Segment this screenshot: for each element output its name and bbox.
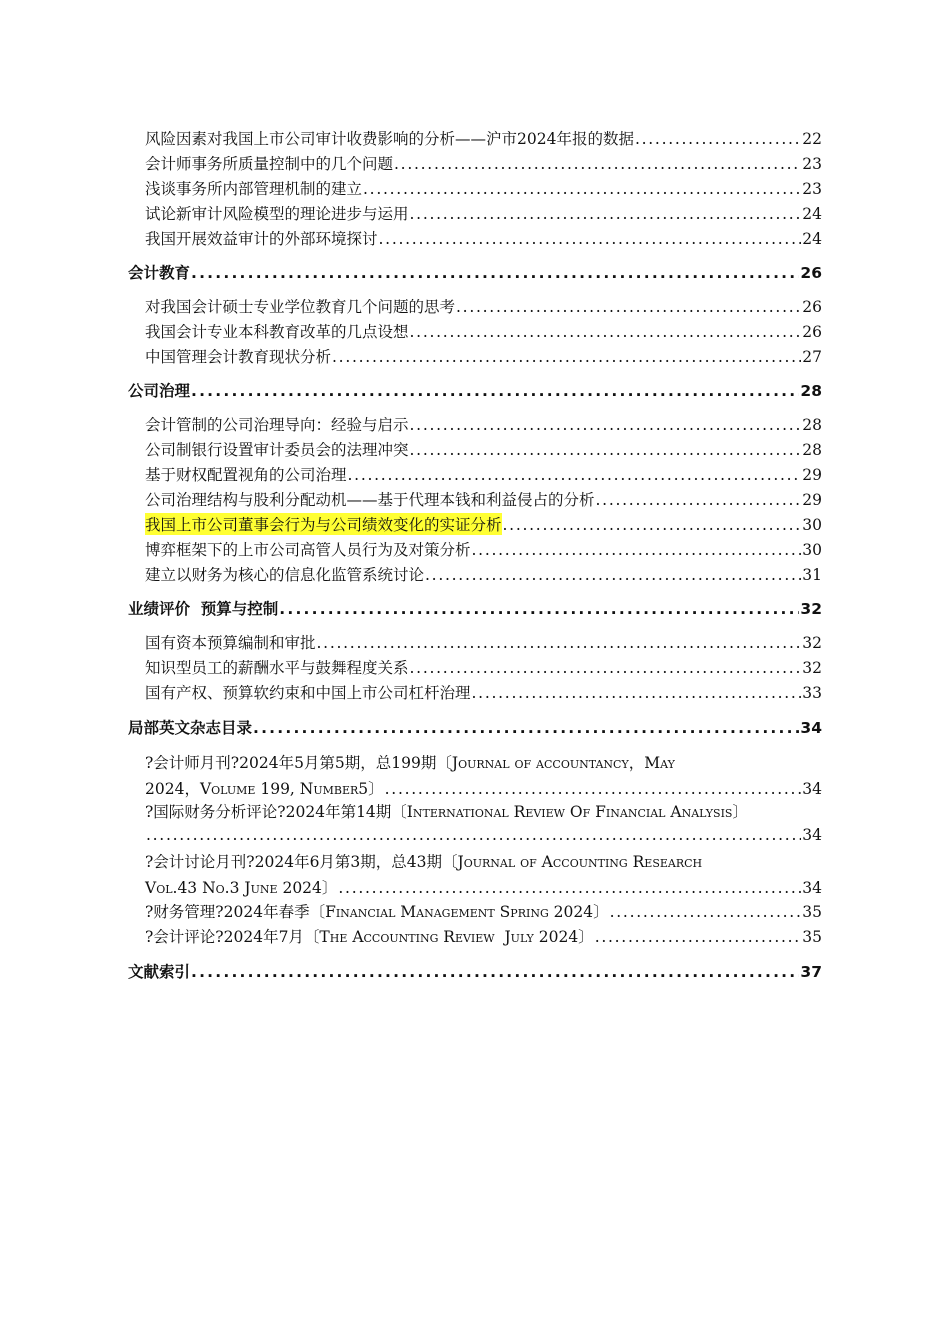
toc-entry[interactable] xyxy=(145,488,822,510)
toc-section-title: 公司治理 xyxy=(128,382,191,400)
toc-section-heading[interactable] xyxy=(128,597,822,619)
toc-entry[interactable] xyxy=(145,295,822,317)
dot-leader xyxy=(146,826,801,844)
toc-entry-title-line1: ?会计师月刊?2024年5月第5期，总199期〔Journal of accountancy，May xyxy=(145,754,675,772)
toc-section-page: 26 xyxy=(800,264,822,282)
dot-leader xyxy=(456,298,801,316)
dot-leader xyxy=(596,491,802,509)
toc-entry-page: 23 xyxy=(802,155,822,173)
toc-journal-entry[interactable] xyxy=(145,900,822,922)
toc-entry-title: 知识型员工的薪酬水平与鼓舞程度关系 xyxy=(145,659,409,677)
dot-leader xyxy=(348,466,802,484)
toc-entry-title-line2: Vol.43 No.3 June 2024〕 xyxy=(145,879,338,897)
toc-entry[interactable] xyxy=(145,320,822,342)
toc-entry[interactable] xyxy=(145,631,822,653)
toc-entry-title: 基于财权配置视角的公司治理 xyxy=(145,466,347,484)
toc-section-heading[interactable] xyxy=(128,261,822,283)
toc-entry[interactable] xyxy=(145,413,822,435)
dot-leader xyxy=(595,928,802,946)
dot-leader xyxy=(332,348,801,366)
dot-leader xyxy=(317,634,802,652)
toc-section-title: 业绩评价 预算与控制 xyxy=(128,600,279,618)
dot-leader xyxy=(410,205,802,223)
dot-leader xyxy=(338,879,801,897)
toc-entry[interactable] xyxy=(145,177,822,199)
dot-leader xyxy=(472,684,802,702)
toc-entry-title-line2: 2024，Volume 199, Number5〕 xyxy=(145,780,384,798)
toc-entry[interactable] xyxy=(145,563,822,585)
dot-leader xyxy=(191,382,799,400)
dot-leader xyxy=(410,441,802,459)
toc-entry-page: 33 xyxy=(802,684,822,702)
dot-leader xyxy=(610,903,802,921)
dot-leader xyxy=(635,130,801,148)
toc-entry-title: 国有资本预算编制和审批 xyxy=(145,634,316,652)
toc-entry-title: 公司制银行设置审计委员会的法理冲突 xyxy=(145,441,409,459)
toc-entry[interactable] xyxy=(145,152,822,174)
toc-entry-title: 我国开展效益审计的外部环境探讨 xyxy=(145,230,378,248)
toc-entry-page: 28 xyxy=(802,416,822,434)
toc-entry[interactable] xyxy=(145,463,822,485)
toc-entry-page: 34 xyxy=(802,826,822,844)
toc-entry[interactable] xyxy=(145,538,822,560)
toc-entry[interactable] xyxy=(145,681,822,703)
toc-entry-title: ?财务管理?2024年春季〔Financial Management Spring 2024〕 xyxy=(145,903,609,921)
toc-entry-page: 22 xyxy=(802,130,822,148)
toc-entry-title: 风险因素对我国上市公司审计收费影响的分析——沪市2024年报的数据 xyxy=(145,130,634,148)
dot-leader xyxy=(472,541,802,559)
dot-leader xyxy=(410,323,802,341)
toc-entry[interactable] xyxy=(145,202,822,224)
toc-entry-title: 我国会计专业本科教育改革的几点设想 xyxy=(145,323,409,341)
dot-leader xyxy=(394,155,801,173)
toc-section-page: 32 xyxy=(800,600,822,618)
toc-journal-entry[interactable] xyxy=(145,925,822,947)
dot-leader xyxy=(379,230,802,248)
toc-journal-entry[interactable] xyxy=(145,850,822,898)
toc-section-heading[interactable] xyxy=(128,960,822,982)
toc-entry-page: 24 xyxy=(802,230,822,248)
toc-section-page: 37 xyxy=(800,963,822,981)
toc-section-heading[interactable] xyxy=(128,716,822,738)
toc-entry-title: 会计师事务所质量控制中的几个问题 xyxy=(145,155,394,173)
toc-entry-title: 会计管制的公司治理导向：经验与启示 xyxy=(145,416,409,434)
dot-leader xyxy=(279,600,799,618)
toc-entry-page: 32 xyxy=(802,634,822,652)
toc-entry-title: ?会计评论?2024年7月〔The Accounting Review July 2024〕 xyxy=(145,928,594,946)
toc-entry[interactable] xyxy=(145,438,822,460)
dot-leader xyxy=(425,566,801,584)
toc-entry-page: 29 xyxy=(802,466,822,484)
dot-leader xyxy=(191,963,799,981)
toc-entry-page: 35 xyxy=(802,928,822,946)
toc-entry-highlighted[interactable] xyxy=(145,513,822,535)
toc-section-heading[interactable] xyxy=(128,379,822,401)
toc-entry-page: 32 xyxy=(802,659,822,677)
toc-entry-page: 28 xyxy=(802,441,822,459)
dot-leader xyxy=(385,780,802,798)
toc-entry-title-line1: ?国际财务分析评论?2024年第14期〔International Review Of Financial Analysis〕 xyxy=(145,803,748,821)
toc-entry-page: 34 xyxy=(802,879,822,897)
toc-entry-title-line1: ?会计讨论月刊?2024年6月第3期，总43期〔Journal of Accounting Research xyxy=(145,853,703,871)
toc-section-title: 文献索引 xyxy=(128,963,191,981)
toc-entry-title: 我国上市公司董事会行为与公司绩效变化的实证分析 xyxy=(145,513,502,535)
toc-section-page: 28 xyxy=(800,382,822,400)
toc-entry-page: 27 xyxy=(802,348,822,366)
dot-leader xyxy=(410,416,802,434)
toc-section-title: 会计教育 xyxy=(128,264,191,282)
toc-entry[interactable] xyxy=(145,227,822,249)
dot-leader xyxy=(191,264,799,282)
toc-journal-entry[interactable] xyxy=(145,800,822,844)
toc-entry-page: 35 xyxy=(802,903,822,921)
toc-entry-page: 31 xyxy=(802,566,822,584)
toc-entry-page: 30 xyxy=(802,541,822,559)
dot-leader xyxy=(410,659,802,677)
toc-section-title: 局部英文杂志目录 xyxy=(128,719,253,737)
toc-entry-page: 26 xyxy=(802,323,822,341)
toc-entry-page: 23 xyxy=(802,180,822,198)
dot-leader xyxy=(253,719,799,737)
toc-entry-title: 试论新审计风险模型的理论进步与运用 xyxy=(145,205,409,223)
toc-entry-page: 29 xyxy=(802,491,822,509)
toc-entry-title: 浅谈事务所内部管理机制的建立 xyxy=(145,180,363,198)
toc-entry-page: 24 xyxy=(802,205,822,223)
dot-leader xyxy=(503,516,802,534)
toc-entry-page: 30 xyxy=(802,516,822,534)
toc-journal-entry[interactable] xyxy=(145,751,822,799)
toc-section-page: 34 xyxy=(800,719,822,737)
toc-entry-page: 34 xyxy=(802,780,822,798)
toc-entry[interactable] xyxy=(145,127,822,149)
dot-leader xyxy=(363,180,801,198)
toc-entry-title: 博弈框架下的上市公司高管人员行为及对策分析 xyxy=(145,541,471,559)
toc-entry[interactable] xyxy=(145,656,822,678)
toc-entry-title: 国有产权、预算软约束和中国上市公司杠杆治理 xyxy=(145,684,471,702)
toc-entry-title: 中国管理会计教育现状分析 xyxy=(145,348,332,366)
toc-entry-title: 公司治理结构与股利分配动机——基于代理本钱和利益侵占的分析 xyxy=(145,491,595,509)
toc-entry-title: 对我国会计硕士专业学位教育几个问题的思考 xyxy=(145,298,456,316)
toc-entry-title: 建立以财务为核心的信息化监管系统讨论 xyxy=(145,566,425,584)
toc-entry-page: 26 xyxy=(802,298,822,316)
toc-entry[interactable] xyxy=(145,345,822,367)
